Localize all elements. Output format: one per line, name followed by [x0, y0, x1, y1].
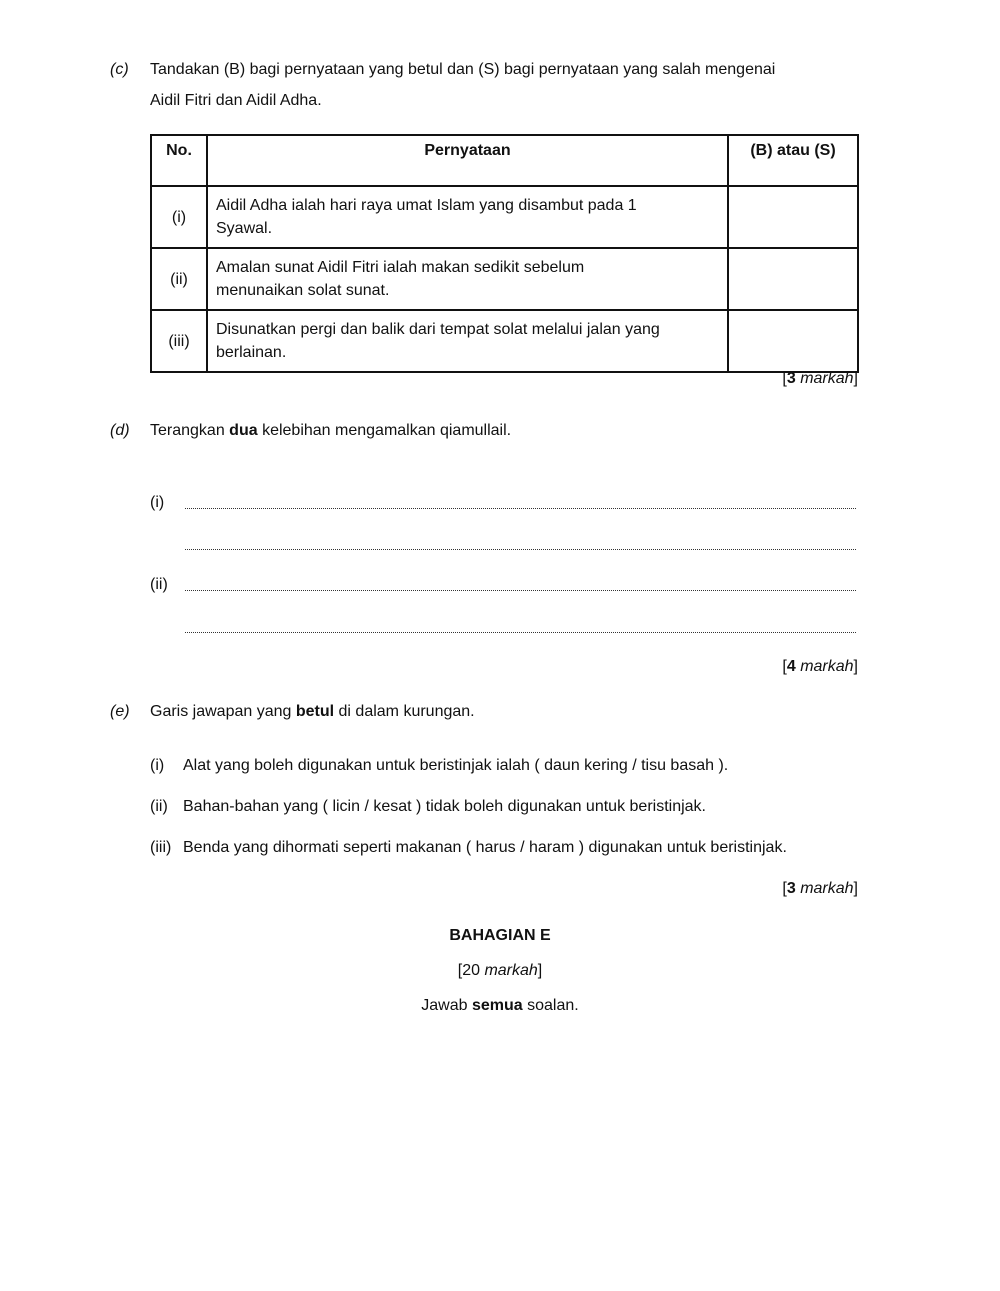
answer-d-item-2-label: (ii)	[150, 576, 168, 593]
statement-line: Amalan sunat Aidil Fitri ialah makan sedikit sebelum	[216, 259, 585, 276]
statement-line: Disunatkan pergi dan balik dari tempat solat melalui jalan yang	[216, 321, 660, 338]
text-bold: dua	[229, 422, 258, 439]
question-d-label: (d)	[110, 422, 130, 439]
item-e-1-text[interactable]: Alat yang boleh digunakan untuk beristinjak ialah ( daun kering / tisu basah ).	[183, 757, 729, 774]
marks-d	[782, 658, 858, 676]
section-instruction	[0, 997, 1000, 1015]
question-e-text	[150, 697, 475, 727]
item-e-3-number: (iii)	[150, 839, 172, 856]
marks-e	[782, 880, 858, 898]
row-statement	[207, 248, 728, 310]
bracket: [	[782, 880, 787, 897]
answer-d-item-1-label: (i)	[150, 494, 165, 511]
item-e-2-number: (ii)	[150, 798, 168, 815]
marks-word: markah	[800, 370, 854, 387]
bracket: ]	[853, 880, 858, 897]
text-part: Garis jawapan yang	[150, 703, 296, 720]
item-e-1-number: (i)	[150, 757, 165, 774]
bracket: ]	[853, 658, 858, 675]
answer-line[interactable]	[185, 632, 856, 633]
row-number: (ii)	[151, 248, 207, 310]
question-c-instruction-line2: Aidil Fitri dan Aidil Adha.	[150, 92, 322, 109]
statement-table	[150, 134, 859, 373]
table-row	[151, 186, 858, 248]
text-part: di dalam kurungan.	[334, 703, 475, 720]
table-row	[151, 248, 858, 310]
text-part: Terangkan	[150, 422, 230, 439]
row-statement	[207, 186, 728, 248]
question-c-label: (c)	[110, 61, 129, 78]
answer-line[interactable]	[185, 508, 856, 509]
table-row	[151, 310, 858, 372]
answer-line[interactable]	[185, 590, 856, 591]
answer-cell[interactable]	[728, 310, 858, 372]
row-number: (iii)	[151, 310, 207, 372]
row-statement	[207, 310, 728, 372]
item-e-2-text[interactable]: Bahan-bahan yang ( licin / kesat ) tidak boleh digunakan untuk beristinjak.	[183, 798, 706, 815]
marks-word: markah	[484, 962, 538, 979]
section-marks	[0, 962, 1000, 980]
row-number: (i)	[151, 186, 207, 248]
header-no: No.	[151, 135, 207, 186]
marks-number: 20	[462, 962, 480, 979]
answer-line[interactable]	[185, 549, 856, 550]
bracket: [	[457, 962, 463, 979]
marks-number: 3	[786, 880, 796, 897]
text-part: soalan.	[522, 997, 579, 1014]
question-d-text	[150, 416, 511, 446]
text-part: Jawab	[421, 997, 472, 1014]
bracket: ]	[537, 962, 543, 979]
answer-cell[interactable]	[728, 186, 858, 248]
text-bold: betul	[295, 703, 335, 720]
marks-word: markah	[800, 658, 854, 675]
statement-line: berlainan.	[216, 344, 287, 361]
question-c-instruction-line1: Tandakan (B) bagi pernyataan yang betul dan (S) bagi pernyataan yang salah mengenai	[150, 61, 776, 78]
item-e-3-text[interactable]: Benda yang dihormati seperti makanan ( harus / haram ) digunakan untuk beristinjak.	[183, 839, 787, 856]
marks-number: 4	[786, 658, 796, 675]
answer-cell[interactable]	[728, 248, 858, 310]
header-pernyataan: Pernyataan	[207, 135, 728, 186]
section-title: BAHAGIAN E	[449, 927, 551, 944]
bracket: ]	[853, 370, 858, 387]
bracket: [	[782, 370, 787, 387]
statement-line: Syawal.	[216, 220, 273, 237]
question-e-label: (e)	[110, 703, 130, 720]
text-part: kelebihan mengamalkan qiamullail.	[257, 422, 512, 439]
marks-c	[782, 370, 858, 388]
table-header-row	[151, 135, 858, 186]
marks-number: 3	[786, 370, 796, 387]
text-bold: semua	[471, 997, 523, 1014]
statement-line: menunaikan solat sunat.	[216, 282, 390, 299]
header-b-atau-s: (B) atau (S)	[728, 135, 858, 186]
bracket: [	[782, 658, 787, 675]
statement-line: Aidil Adha ialah hari raya umat Islam yang disambut pada 1	[216, 197, 637, 214]
marks-word: markah	[800, 880, 854, 897]
